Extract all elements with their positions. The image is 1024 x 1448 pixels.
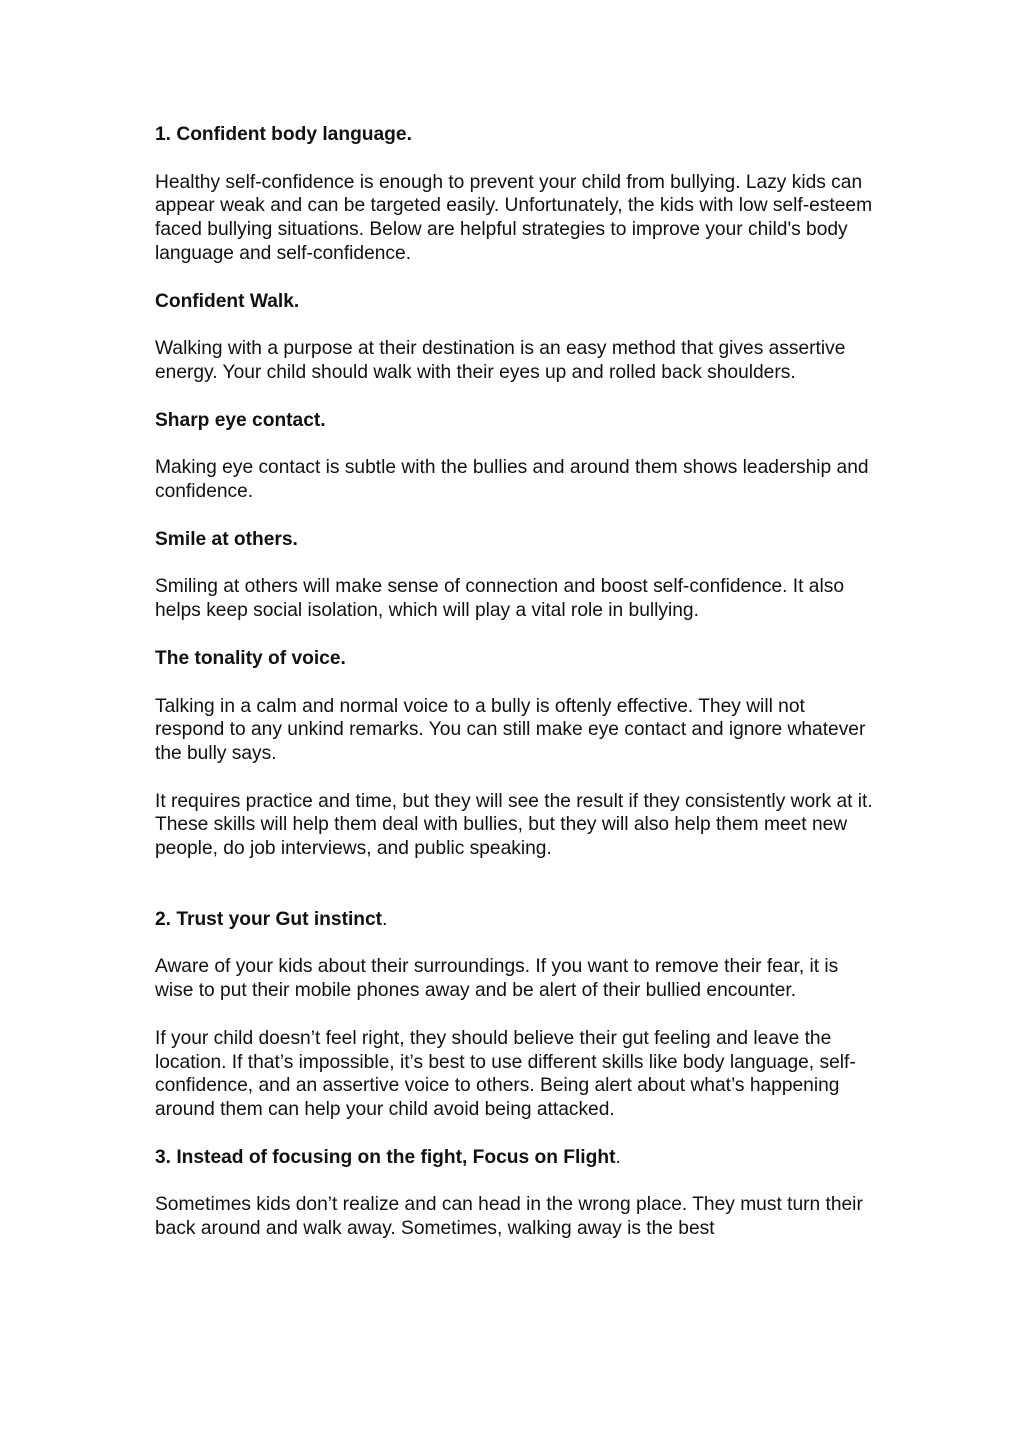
section-heading-focus-on-flight xyxy=(155,1146,875,1170)
paragraph-walk-away: Sometimes kids don’t realize and can head in the wrong place. They must turn their back around and walk away. Sometimes, walking away is the best xyxy=(155,1194,863,1240)
heading-text: 3. Instead of focusing on the fight, Focus on Flight xyxy=(155,1146,616,1168)
heading-text: 2. Trust your Gut instinct xyxy=(155,908,383,930)
paragraph-gut-feeling: If your child doesn’t feel right, they should believe their gut feeling and leave the location. If that’s impossible, it’s best to use different skills like body language, self-confidence, and an assertive voice to others. Being alert about what’s happening around them can help your child avoid being attacked. xyxy=(155,1027,856,1120)
subheading-tonality-of-voice: The tonality of voice. xyxy=(155,647,346,669)
paragraph-tonality-of-voice: Talking in a calm and normal voice to a bully is oftenly effective. They will not respond to any unkind remarks. You can still make eye contact and ignore whatever the bully says. xyxy=(155,695,866,764)
paragraph-smile: Smiling at others will make sense of connection and boost self-confidence. It also helps keep social isolation, which will play a vital role in bullying. xyxy=(155,576,844,622)
section-heading-confident-body-language: 1. Confident body language. xyxy=(155,124,412,145)
section-heading-trust-gut-instinct xyxy=(155,908,875,932)
paragraph-practice-and-time: It requires practice and time, but they will see the result if they consistently work at it. These skills will help them deal with bullies, but they will also help them meet new people, do job interviews, and public speaking. xyxy=(155,790,873,860)
paragraph-confident-walk: Walking with a purpose at their destination is an easy method that gives assertive energy. Your child should walk with their eyes up and rolled back shoulders. xyxy=(155,338,846,383)
subheading-sharp-eye-contact: Sharp eye contact. xyxy=(155,409,326,431)
heading-trailing-period: . xyxy=(382,908,388,930)
subheading-confident-walk: Confident Walk. xyxy=(155,290,300,312)
paragraph-eye-contact: Making eye contact is subtle with the bullies and around them shows leadership and confidence. xyxy=(155,457,869,503)
paragraph-surroundings-awareness: Aware of your kids about their surroundings. If you want to remove their fear, it is wise to put their mobile phones away and be alert of their bullied encounter. xyxy=(155,956,839,1002)
document-page xyxy=(155,123,875,1265)
paragraph-self-confidence-intro: Healthy self-confidence is enough to prevent your child from bullying. Lazy kids can appear weak and can be targeted easily. Unfortunately, the kids with low self-esteem faced bullying situations. Below are helpful strategies to improve your child's body language and self-confidence. xyxy=(155,171,873,264)
heading-trailing-period: . xyxy=(615,1146,621,1168)
subheading-smile-at-others: Smile at others. xyxy=(155,528,298,550)
